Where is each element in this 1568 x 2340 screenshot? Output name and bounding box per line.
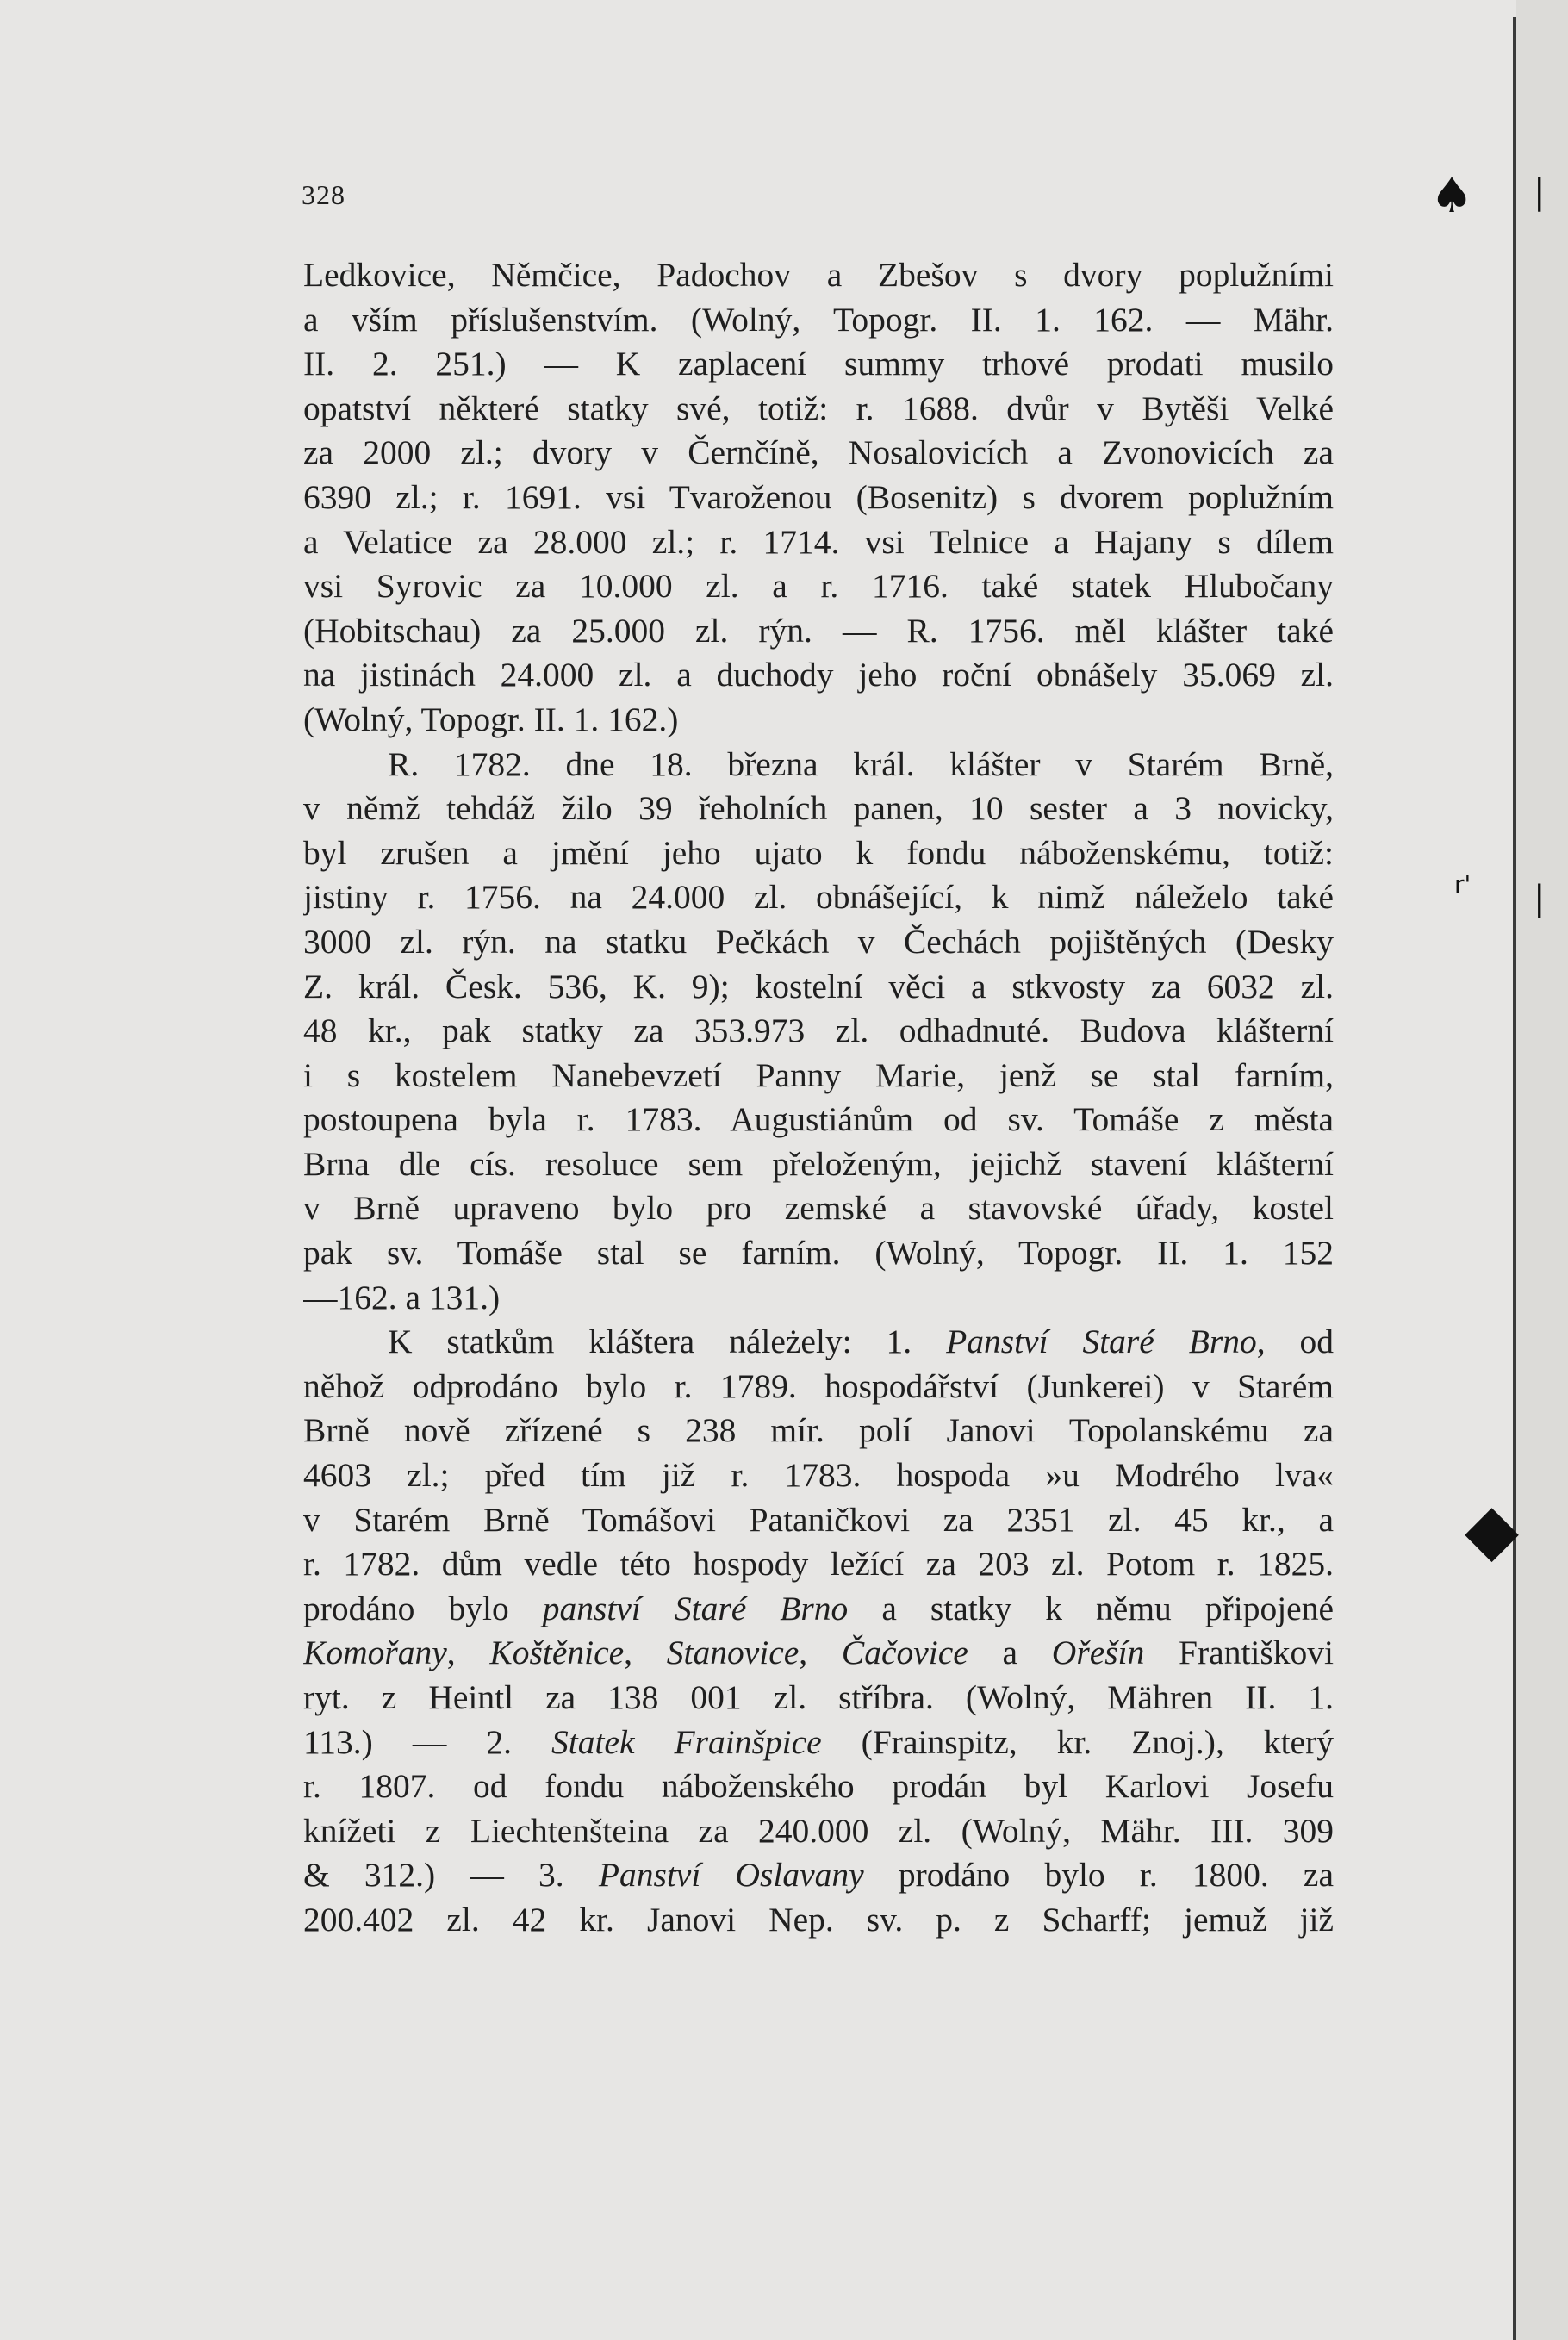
margin-mark: r' — [1454, 870, 1472, 899]
text-line: Komořany, Koštěnice, Stanovice, Čačovice a Ořešín Františkovi — [303, 1634, 1334, 1672]
text-line: v Starém Brně Tomášovi Pataničkovi za 2351 zl. 45 kr., a — [303, 1500, 1334, 1539]
text-line: r. 1782. dům vedle této hospody ležící za 203 zl. Potom r. 1825. — [303, 1545, 1334, 1584]
text-line: postoupena byla r. 1783. Augustiánům od sv. Tomáše z města — [303, 1100, 1334, 1139]
text-line: v Brně upraveno bylo pro zemské a stavovské úřady, kostel — [303, 1189, 1334, 1228]
text-line: K statkům kláštera náleżely: 1. Panství Staré Brno, od — [388, 1322, 1334, 1361]
text-line: 113.) — 2. Statek Frainšpice (Frainspitz, kr. Znoj.), který — [303, 1722, 1334, 1761]
page-number: 328 — [302, 179, 345, 210]
text-line: opatství některé statky své, totiž: r. 1688. dvůr v Bytěši Velké — [303, 389, 1334, 427]
text-line: Z. král. Česk. 536, K. 9); kostelní věci a stkvosty za 6032 zl. — [303, 967, 1334, 1005]
text-line: a Velatice za 28.000 zl.; r. 1714. vsi Telnice a Hajany s dílem — [303, 522, 1334, 561]
text-line: Brně nově zřízené s 238 mír. polí Janovi Topolanskému za — [303, 1411, 1334, 1450]
text-line: pak sv. Tomáše stal se farním. (Wolný, Topogr. II. 1. 152 — [303, 1234, 1334, 1273]
body-text — [303, 253, 1334, 1943]
text-line: za 2000 zl.; dvory v Černčíně, Nosalovicích a Zvonovicích za — [303, 433, 1334, 472]
text-line: 6390 zl.; r. 1691. vsi Tvaroženou (Bosenitz) s dvorem poplužním — [303, 477, 1334, 516]
text-line: 48 kr., pak statky za 353.973 zl. odhadnuté. Budova klášterní — [303, 1011, 1334, 1050]
page-edge-rule — [1513, 17, 1516, 2340]
text-line: a vším příslušenstvím. (Wolný, Topogr. II. 1. 162. — Mähr. — [303, 300, 1334, 339]
text-line: prodáno bylo panství Staré Brno a statky k němu připojené — [303, 1589, 1334, 1627]
text-line: byl zrušen a jmění jeho ujato k fondu náboženskému, totiž: — [303, 833, 1334, 872]
text-line: na jistinách 24.000 zl. a duchody jeho roční obnášely 35.069 zl. — [303, 656, 1334, 694]
text-line: 4603 zl.; před tím již r. 1783. hospoda »u Modrého lva« — [303, 1456, 1334, 1495]
text-line: ryt. z Heintl za 138 001 zl. stříbra. (Wolný, Mähren II. 1. — [303, 1678, 1334, 1716]
text-line: i s kostelem Nanebevzetí Panny Marie, jenž se stal farním, — [303, 1055, 1334, 1094]
edge-mark: | — [1534, 172, 1546, 212]
text-line: Brna dle cís. resoluce sem přeloženým, jejichž stavení klášterní — [303, 1144, 1334, 1183]
edge-mark: | — [1534, 879, 1546, 918]
text-line: (Hobitschau) za 25.000 zl. rýn. — R. 1756. měl klášter také — [303, 611, 1334, 650]
text-line: Ledkovice, Němčice, Padochov a Zbešov s dvory poplužními — [303, 256, 1334, 294]
text-line: jistiny r. 1756. na 24.000 zl. obnášející, k nimž náleželo také — [303, 878, 1334, 917]
text-line: 3000 zl. rýn. na statku Pečkách v Čechách pojištěných (Desky — [303, 922, 1334, 961]
text-line: knížeti z Liechtenšteina za 240.000 zl. (Wolný, Mähr. III. 309 — [303, 1811, 1334, 1850]
text-line: něhož odprodáno bylo r. 1789. hospodářství (Junkerei) v Starém — [303, 1366, 1334, 1405]
text-line: & 312.) — 3. Panství Oslavany prodáno bylo r. 1800. za — [303, 1856, 1334, 1895]
text-line: II. 2. 251.) — K zaplacení summy trhové prodati musilo — [303, 345, 1334, 383]
text-line: (Wolný, Topogr. II. 1. 162.) — [303, 700, 679, 738]
text-line: 200.402 zl. 42 kr. Janovi Nep. sv. p. z Scharff; jemuž již — [303, 1900, 1334, 1939]
text-line: vsi Syrovic za 10.000 zl. a r. 1716. také statek Hlubočany — [303, 567, 1334, 606]
adjacent-page-edge — [1516, 0, 1568, 2340]
ink-blot-mark: ◆ — [1465, 1489, 1520, 1571]
text-line: r. 1807. od fondu náboženského prodán byl Karlovi Josefu — [303, 1767, 1334, 1806]
text-line: —162. a 131.) — [303, 1278, 501, 1316]
ink-blot-mark: ♠ — [1430, 168, 1474, 224]
text-line: v němž tehdáž žilo 39 řeholních panen, 10 sester a 3 novicky, — [303, 789, 1334, 828]
text-line: R. 1782. dne 18. března král. klášter v Starém Brně, — [388, 744, 1334, 783]
